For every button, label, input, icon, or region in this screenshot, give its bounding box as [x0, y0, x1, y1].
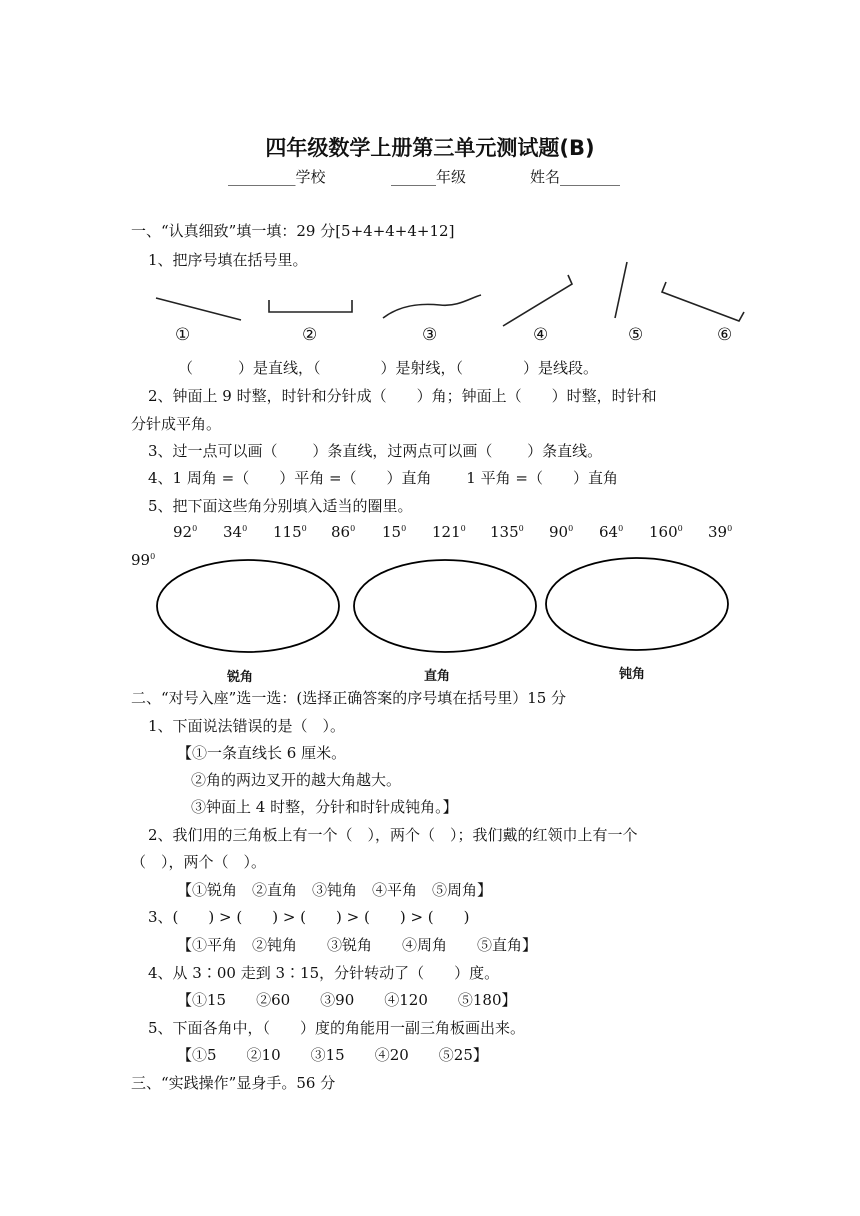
s2-q4-options: 【①15 ②60 ③90 ④120 ⑤180】 — [177, 991, 517, 1009]
figure-label-5: ⑤ — [628, 325, 644, 345]
grade-field: ______年级 — [391, 168, 467, 186]
s2-q1-option-3: ③钟面上 4 时整，分针和时针成钝角。】 — [191, 798, 458, 816]
s1-question-2-line1: 2、钟面上 9 时整，时针和分针成（ ）角；钟面上（ ）时整，时针和 — [148, 387, 657, 405]
s2-q1-option-2: ②角的两边叉开的越大角越大。 — [191, 771, 402, 789]
angle-value: $99^0$ — [131, 551, 156, 569]
angle-value: $115^0$ — [273, 523, 307, 541]
angle-value: $135^0$ — [490, 523, 524, 541]
acute-angle-circle[interactable] — [157, 560, 339, 652]
s2-question-2-line2: （ ），两个（ ）。 — [131, 853, 267, 871]
s2-question-5: 5、下面各角中，（ ）度的角能用一副三角板画出来。 — [148, 1019, 526, 1037]
s2-q1-option-1: 【①一条直线长 6 厘米。 — [177, 744, 347, 762]
right-angle-label: 直角 — [424, 669, 451, 684]
obtuse-angle-circle[interactable] — [546, 558, 728, 650]
angle-value: $34^0$ — [223, 523, 248, 541]
figure-6-segment — [662, 282, 744, 321]
s2-question-1: 1、下面说法错误的是（ ）。 — [148, 717, 346, 735]
angle-value: $64^0$ — [599, 523, 624, 541]
figure-label-2: ② — [302, 325, 318, 345]
right-angle-circle[interactable] — [354, 560, 536, 652]
s2-question-4: 4、从 3∶00 走到 3∶15，分针转动了（ ）度。 — [148, 964, 500, 982]
s1-question-1: 1、把序号填在括号里。 — [148, 251, 308, 269]
s2-q2-options: 【①锐角 ②直角 ③钝角 ④平角 ⑤周角】 — [177, 881, 493, 899]
school-field: _________学校 — [228, 168, 326, 186]
s1-question-4: 4、1 周角 =（ ）平角 =（ ）直角 1 平角 =（ ）直角 — [148, 469, 618, 487]
page-title: 四年级数学上册第三单元测试题(B) — [265, 136, 595, 160]
angle-value: $15^0$ — [382, 523, 407, 541]
s1-question-5: 5、把下面这些角分别填入适当的圈里。 — [148, 497, 413, 515]
figure-label-4: ④ — [533, 325, 549, 345]
section2-heading: 二、“对号入座”选一选：(选择正确答案的序号填在括号里）15 分 — [131, 689, 567, 707]
figure-label-6: ⑥ — [717, 325, 733, 345]
s2-q5-options: 【①5 ②10 ③15 ④20 ⑤25】 — [177, 1046, 488, 1064]
s1-question-3: 3、过一点可以画（ ）条直线，过两点可以画（ ）条直线。 — [148, 442, 603, 460]
section3-heading: 三、“实践操作”显身手。56 分 — [131, 1074, 336, 1092]
figure-label-1: ① — [175, 325, 191, 345]
s2-q3-options: 【①平角 ②钝角 ③锐角 ④周角 ⑤直角】 — [177, 936, 538, 954]
s1-q1-answer: （ ）是直线，（ ）是射线，（ ）是线段。 — [178, 359, 599, 377]
figure-3-curve — [383, 295, 481, 318]
figure-2-bracket — [269, 300, 352, 312]
figure-4-ray — [503, 275, 572, 326]
name-field: 姓名________ — [530, 168, 621, 186]
s2-question-3: 3、( ) > ( ) > ( ) > ( ) > ( ) — [148, 908, 470, 926]
s2-question-2-line1: 2、我们用的三角板上有一个（ ），两个（ ）；我们戴的红领巾上有一个 — [148, 826, 638, 844]
section1-heading: 一、“认真细致”填一填：29 分[5+4+4+4+12] — [131, 222, 455, 240]
obtuse-angle-label: 钝角 — [619, 667, 646, 682]
angle-value: $90^0$ — [549, 523, 574, 541]
figure-label-3: ③ — [422, 325, 438, 345]
figure-5-line — [615, 262, 627, 318]
angle-value: $92^0$ — [173, 523, 198, 541]
s1-question-2-line2: 分针成平角。 — [131, 415, 222, 433]
acute-angle-label: 锐角 — [227, 670, 254, 685]
angle-value: $121^0$ — [432, 523, 466, 541]
angle-value: $160^0$ — [649, 523, 683, 541]
figure-1-straight-line — [156, 298, 241, 320]
angle-value: $39^0$ — [708, 523, 733, 541]
angle-value: $86^0$ — [331, 523, 356, 541]
